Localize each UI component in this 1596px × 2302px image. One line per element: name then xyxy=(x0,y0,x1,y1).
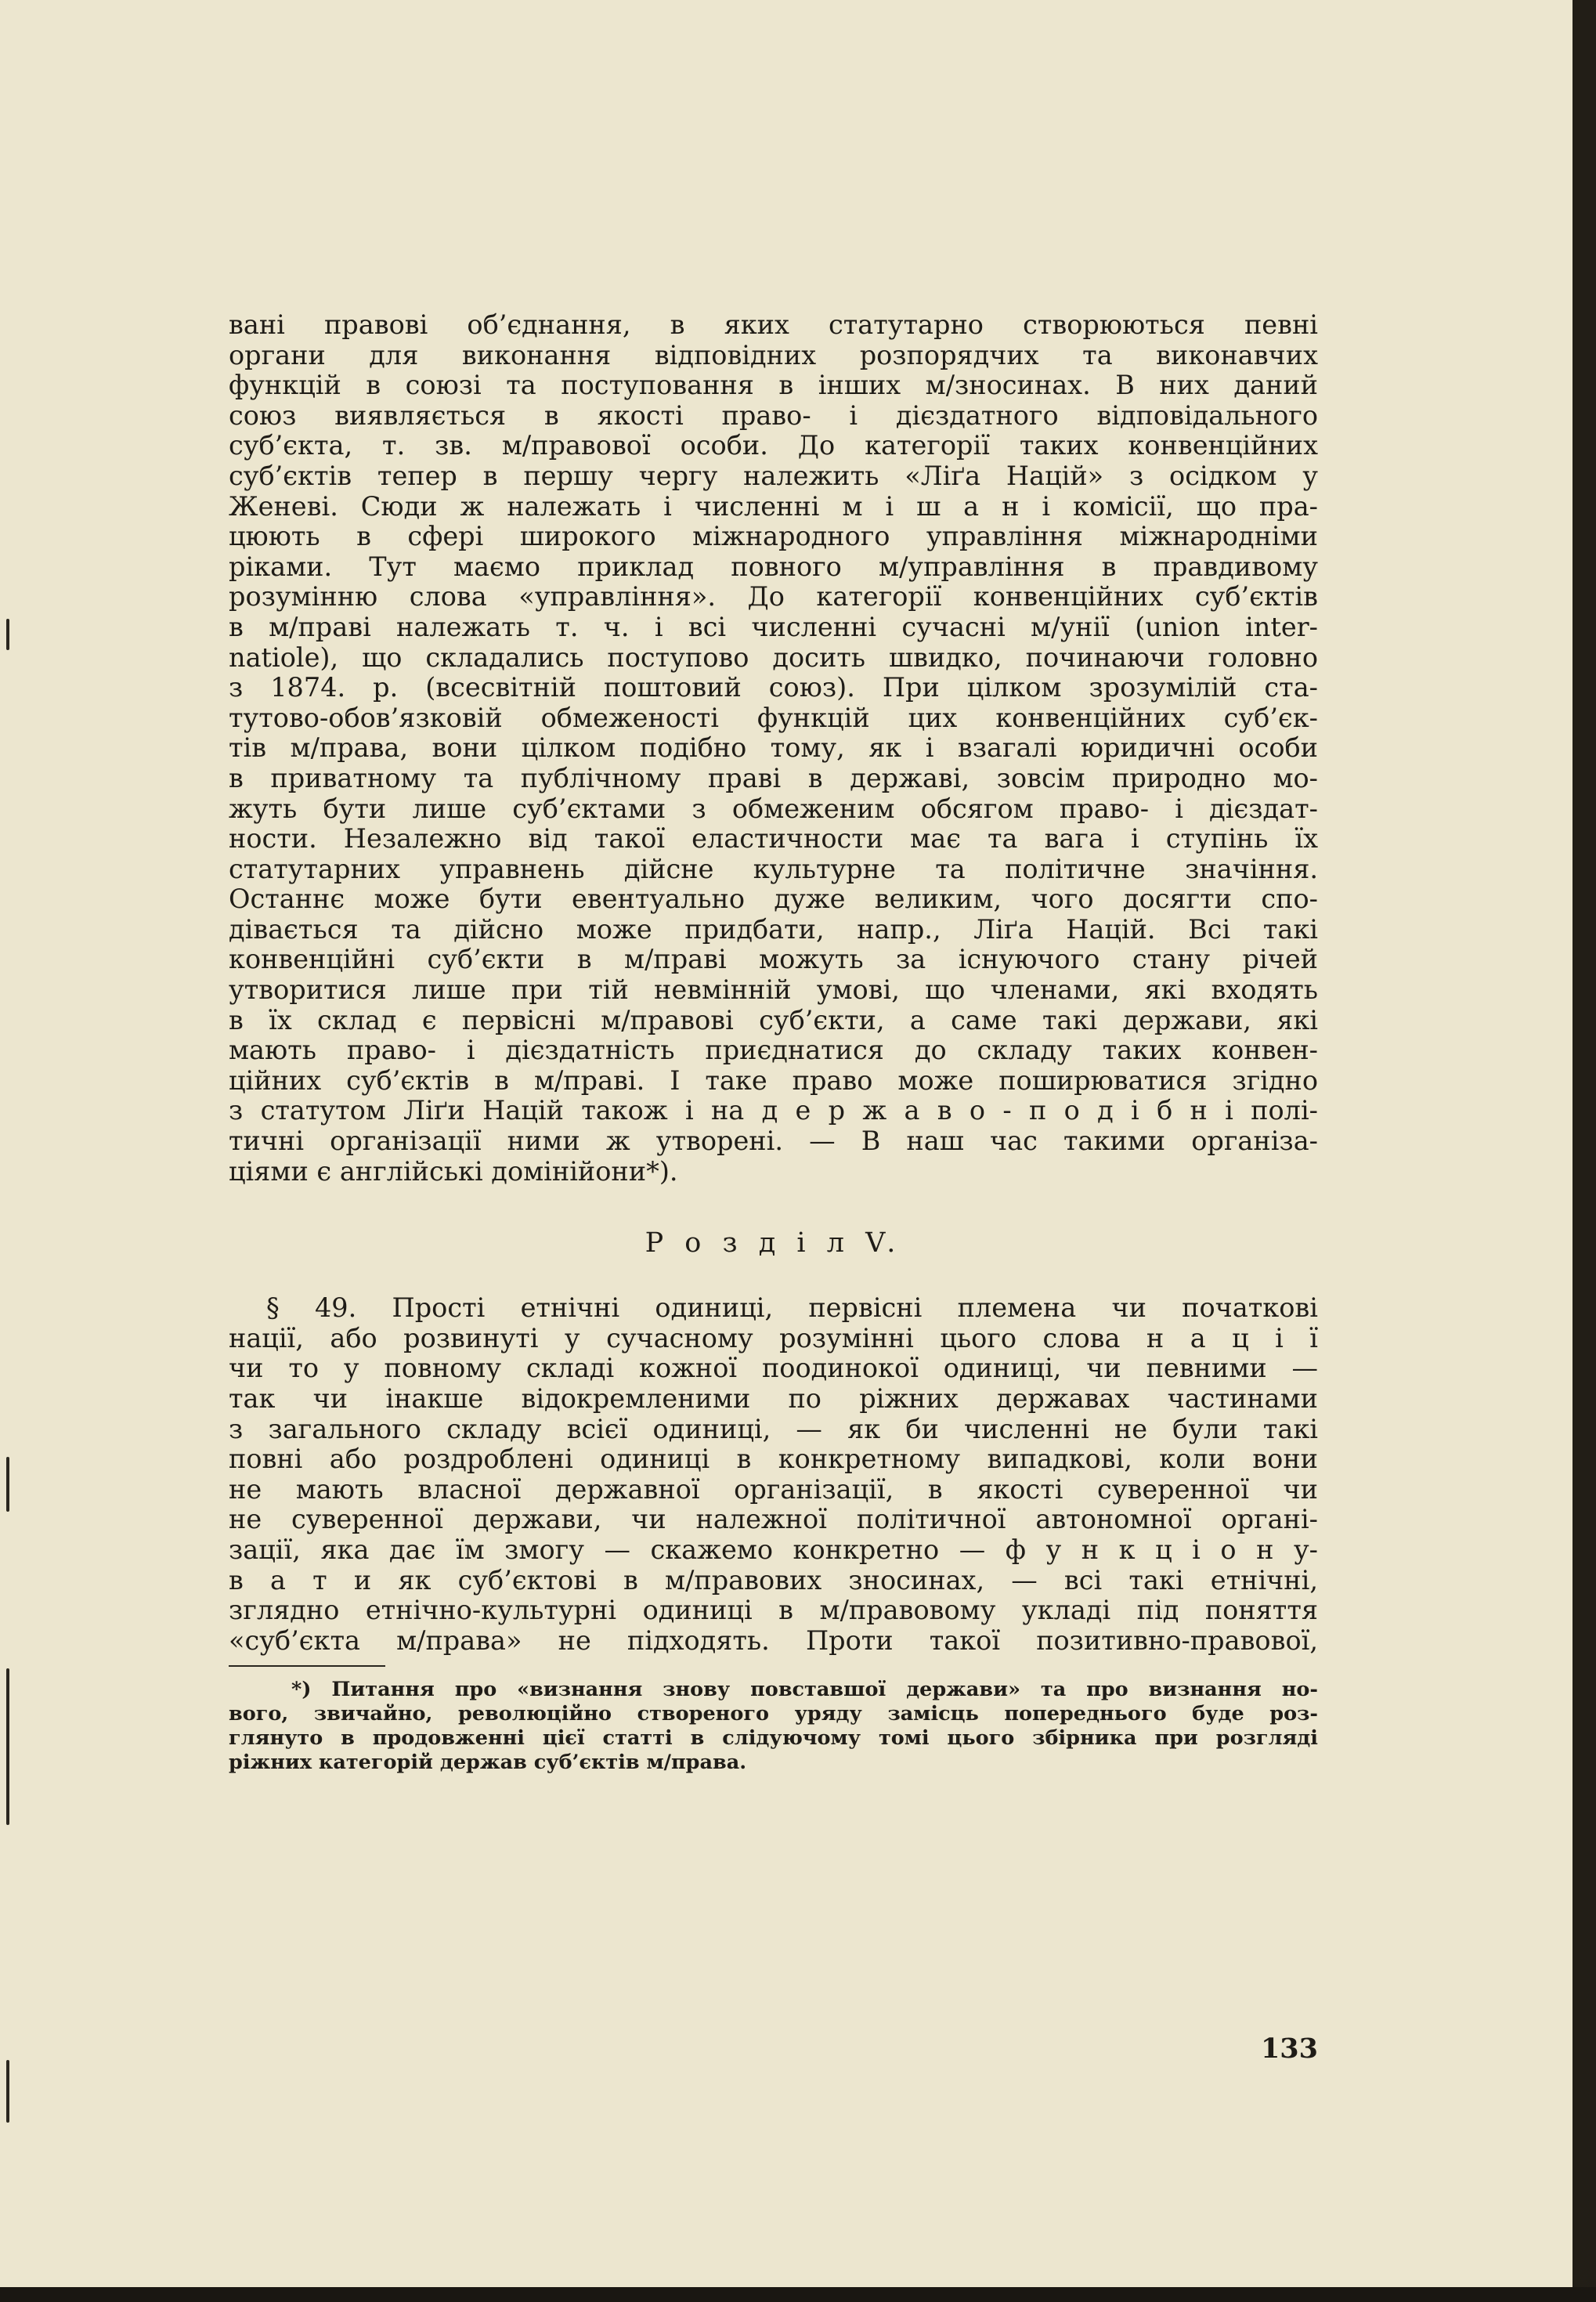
text-line: в м/праві належать т. ч. і всі численні сучасні м/унії (union inter- xyxy=(229,612,1318,642)
footnote-line: ріжних категорій держав суб’єктів м/права. xyxy=(229,1751,747,1775)
text-line: розумінню слова «управління». До категорії конвенційних суб’єктів xyxy=(229,582,1318,613)
text-line: тичні організації ними ж утворені. — В наш час такими організа- xyxy=(229,1126,1318,1157)
text-line: зації, яка дає їм змогу — скажемо конкретно — ф у н к ц і о н у- xyxy=(229,1534,1318,1565)
text-line: ційних суб’єктів в м/праві. І таке право може поширюватися згідно xyxy=(229,1065,1318,1096)
text-line: чи то у повному складі кожної поодинокої одиниці, чи певними — xyxy=(229,1353,1318,1384)
binding-mark xyxy=(6,2060,9,2123)
text-line: мають право- і дієздатність приєднатися до складу таких конвен- xyxy=(229,1035,1318,1066)
text-line: в їх склад є первісні м/правові суб’єкти, а саме такі держави, які xyxy=(229,1005,1318,1035)
text-line: повні або роздроблені одиниці в конкретному випадкові, коли вони xyxy=(229,1444,1318,1475)
footnote-line: *) Питання про «визнання знову повставшої держави» та про визнання но- xyxy=(291,1678,1318,1702)
text-line: органи для виконання відповідних розпорядчих та виконавчих xyxy=(229,340,1318,370)
text-line: з статутом Ліґи Націй також і на д е р ж а в о - п о д і б н і полі- xyxy=(229,1096,1318,1126)
footnote-line: вого, звичайно, революційно створеного уряду замісць попереднього буде роз- xyxy=(229,1702,1318,1726)
text-line: союз виявляється в якості право- і дієздатного відповідального xyxy=(229,400,1318,431)
page-number: 133 xyxy=(1260,2033,1318,2065)
text-line: тутово-обов’язковій обмеженості функцій цих конвенційних суб’єк- xyxy=(229,703,1318,733)
binding-mark xyxy=(6,619,9,650)
text-line: ріками. Тут маємо приклад повного м/управління в правдивому xyxy=(229,551,1318,582)
paragraph-section-49 xyxy=(229,1293,1318,1656)
text-line: дівається та дійсно може придбати, напр., Ліґа Націй. Всі такі xyxy=(229,914,1318,945)
text-line: з загального складу всієї одиниці, — як би численні не були такі xyxy=(229,1414,1318,1444)
text-line: § 49. Прості етнічні одиниці, первісні племена чи початкові xyxy=(266,1293,1318,1324)
binding-mark xyxy=(6,1668,9,1825)
text-line: тів м/права, вони цілком подібно тому, як і взагалі юридичні особи xyxy=(229,733,1318,764)
text-line: утворитися лише при тій невмінній умові, що членами, які входять xyxy=(229,975,1318,1006)
text-line: ціями є англійські домінійони*). xyxy=(229,1156,678,1187)
footnote xyxy=(229,1678,1318,1775)
text-line: ности. Незалежно від такої еластичности має та вага і ступінь їх xyxy=(229,824,1318,855)
text-line: цюють в сфері широкого міжнародного управління міжнародніми xyxy=(229,522,1318,552)
page-bottom-edge xyxy=(0,2287,1596,2302)
text-line: зглядно етнічно-культурні одиниці в м/правовому укладі під поняття xyxy=(229,1595,1318,1626)
text-line: Женеві. Сюди ж належать і численні м і ш а н і комісії, що пра- xyxy=(229,491,1318,522)
main-text xyxy=(229,310,1318,1775)
text-line: так чи інакше відокремленими по ріжних державах частинами xyxy=(229,1384,1318,1414)
footnote-divider xyxy=(229,1665,385,1667)
text-line: жуть бути лише суб’єктами з обмеженим обсягом право- і дієздат- xyxy=(229,793,1318,824)
binding-mark xyxy=(6,1457,9,1512)
text-line: суб’єктів тепер в першу чергу належить «Ліґа Націй» з осідком у xyxy=(229,461,1318,491)
paragraph-continued xyxy=(229,310,1318,1187)
text-line: конвенційні суб’єкти в м/праві можуть за існуючого стану річей xyxy=(229,945,1318,975)
text-line: функцій в союзі та поступовання в інших м/зносинах. В них даний xyxy=(229,370,1318,401)
text-line: natiole), що складались поступово досить швидко, починаючи головно xyxy=(229,642,1318,673)
text-line: не мають власної державної організації, в якості суверенної чи xyxy=(229,1474,1318,1505)
text-line: статутарних управнень дійсне культурне та політичне значіння. xyxy=(229,854,1318,884)
section-heading: Р о з д і л V. xyxy=(645,1227,902,1259)
text-line: з 1874. р. (всесвітній поштовий союз). При цілком зрозумілій ста- xyxy=(229,673,1318,703)
footnote-line: глянуто в продовженні цієї статті в слідуючому томі цього збірника при розгляді xyxy=(229,1726,1318,1751)
text-line: «суб’єкта м/права» не підходять. Проти такої позитивно-правової, xyxy=(229,1625,1318,1656)
page-edge-shadow xyxy=(1573,0,1596,2302)
text-line: не суверенної держави, чи належної політичної автономної органі- xyxy=(229,1505,1318,1535)
text-line: вані правові об’єднання, в яких статутарно створюються певні xyxy=(229,310,1318,340)
text-line: суб’єкта, т. зв. м/правової особи. До категорії таких конвенційних xyxy=(229,431,1318,461)
text-line: нації, або розвинуті у сучасному розумінні цього слова н а ц і ї xyxy=(229,1323,1318,1353)
text-line: Останнє може бути евентуально дуже великим, чого досягти спо- xyxy=(229,884,1318,915)
text-line: в а т и як суб’єктові в м/правових зносинах, — всі такі етнічні, xyxy=(229,1565,1318,1595)
text-line: в приватному та публічному праві в державі, зовсім природно мо- xyxy=(229,763,1318,793)
